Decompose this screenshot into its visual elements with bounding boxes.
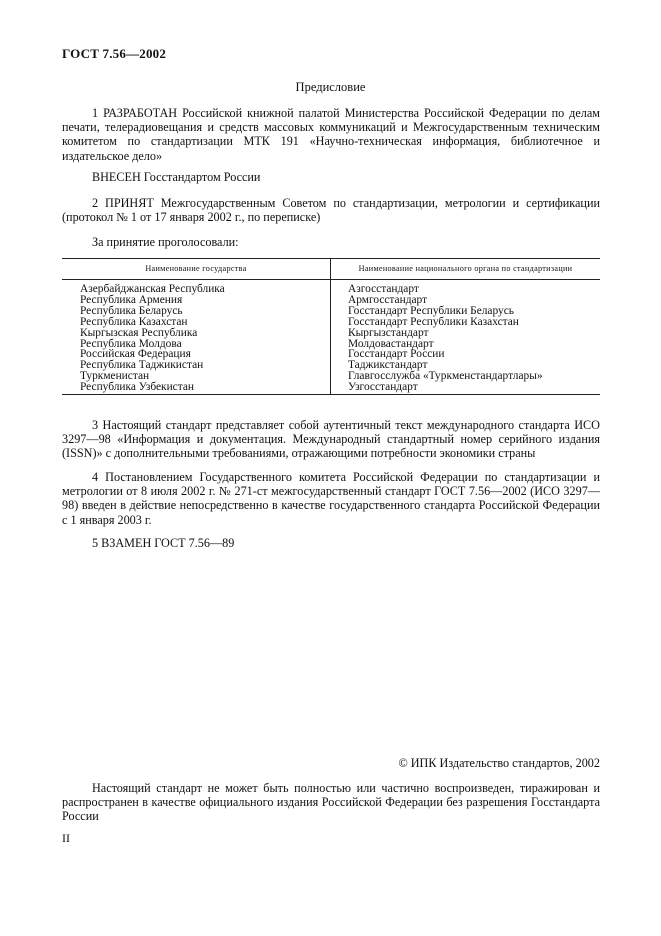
standards-body-name: Главгосслужба «Туркменстандартлары»	[348, 370, 543, 383]
states-table-container	[62, 258, 600, 395]
standards-body-name: Таджикстандарт	[348, 359, 428, 372]
state-name: Республика Молдова	[62, 339, 331, 350]
table-header-row	[62, 259, 600, 280]
table-row	[62, 382, 600, 394]
standards-body-name: Госстандарт Республики Казахстан	[348, 315, 519, 328]
document-header: ГОСТ 7.56—2002	[62, 46, 167, 61]
paragraph-adopted: 2 ПРИНЯТ Межгосударственным Советом по стандартизации, метрологии и сертификации (протокол № 1 от 17 января 2002 г., по переписке)	[62, 196, 600, 225]
paragraph-developed: 1 РАЗРАБОТАН Российской книжной палатой Министерства Российской Федерации по делам печати, телерадиовещания и средств массовых коммуникаций и Межгосударственным техническим комитетом по стандартизации МТК 191 «Научно-техническая информация, библиотечное и издательское дело»	[62, 106, 600, 163]
standards-body-name: Азгосстандарт	[348, 283, 419, 295]
standards-body-name: Узгосстандарт	[331, 382, 601, 394]
state-name: Республика Узбекистан	[62, 382, 331, 394]
state-name: Российская Федерация	[62, 349, 331, 360]
page-number: II	[62, 831, 70, 845]
column-header-state: Наименование государства	[62, 259, 331, 280]
state-name: Кыргызская Республика	[62, 328, 331, 339]
reproduction-notice: Настоящий стандарт не может быть полностью или частично воспроизведен, тиражирован и распространен в качестве официального издания Российской Федерации без разрешения Госстандарта России	[62, 781, 600, 824]
state-name: Республика Казахстан	[62, 317, 331, 328]
standards-body-name: Госстандарт Республики Беларусь	[348, 304, 514, 317]
paragraph-enactment: 4 Постановлением Государственного комитета Российской Федерации по стандартизации и метрологии от 8 июля 2002 г. № 271-ст межгосударственный стандарт ГОСТ 7.56—2002 (ИСО 3297—98) введен в действие непосредственно в качестве государственного стандарта Российской Федерации с 1 января 2003 г.	[62, 470, 600, 527]
table-row	[62, 328, 600, 339]
paragraph-voted: За принятие проголосовали:	[92, 235, 239, 249]
column-header-standards-body: Наименование национального органа по стандартизации	[331, 259, 601, 280]
copyright-line: © ИПК Издательство стандартов, 2002	[398, 756, 600, 770]
states-table	[62, 258, 600, 395]
state-name: Республика Армения	[62, 295, 331, 306]
standards-body-name: Госстандарт России	[348, 348, 445, 361]
standards-body-name: Армгосстандарт	[348, 293, 428, 306]
state-name: Республика Беларусь	[62, 306, 331, 317]
state-name: Туркменистан	[62, 371, 331, 382]
standards-body-name: Молдовастандарт	[348, 337, 434, 350]
state-name: Азербайджанская Республика	[62, 280, 331, 295]
state-name: Республика Таджикистан	[62, 360, 331, 371]
preface-title: Предисловие	[295, 80, 366, 94]
standards-body-name: Кыргызстандарт	[348, 326, 429, 339]
table-row	[62, 317, 600, 328]
table-row	[62, 280, 600, 295]
paragraph-authentic-text: 3 Настоящий стандарт представляет собой аутентичный текст международного стандарта ИСО 3297—98 «Информация и документация. Международный стандартный номер серийного издания (ISSN)» с дополнительными требованиями, отражающими потребности экономики страны	[62, 418, 600, 461]
paragraph-introduced: ВНЕСЕН Госстандартом России	[92, 170, 261, 184]
paragraph-replaces: 5 ВЗАМЕН ГОСТ 7.56—89	[92, 536, 235, 550]
